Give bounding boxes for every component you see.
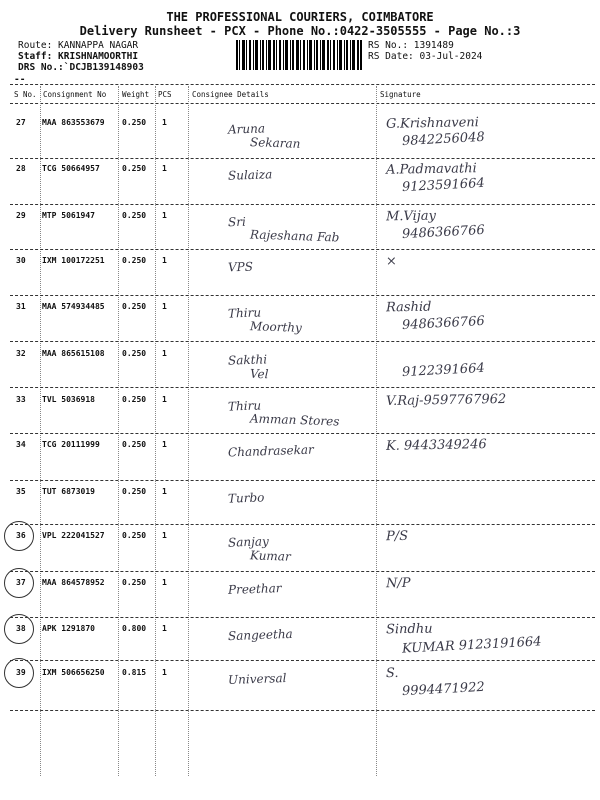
row-sno: 32: [16, 349, 26, 358]
row-signature-handwriting: ×: [385, 253, 398, 270]
row-weight: 0.250: [122, 164, 147, 173]
row-consignment-number: MAA 865615108: [42, 349, 105, 358]
row-consignee-handwriting: Aruna: [227, 121, 266, 137]
row-weight: 0.250: [122, 531, 147, 540]
row-sno: 31: [16, 302, 26, 311]
row-consignment-number: MAA 863553679: [42, 118, 105, 127]
row-divider: [10, 158, 595, 159]
row-pcs: 1: [162, 302, 167, 311]
row-weight: 0.250: [122, 440, 147, 449]
row-consignee-handwriting: Rajeshana Fab: [249, 227, 340, 245]
column-separator: [376, 86, 377, 776]
row-weight: 0.250: [122, 211, 147, 220]
row-consignment-number: TUT 6873019: [42, 487, 95, 496]
row-signature-handwriting: K. 9443349246: [385, 437, 487, 454]
row-consignee-handwriting: VPS: [227, 259, 254, 275]
row-sno: 34: [16, 440, 26, 449]
row-signature-handwriting: KUMAR 9123191664: [401, 634, 542, 657]
row-pcs: 1: [162, 395, 167, 404]
row-signature-handwriting: 9486366766: [401, 222, 486, 243]
row-consignee-handwriting: Moorthy: [249, 319, 303, 335]
row-pcs: 1: [162, 668, 167, 677]
row-signature-handwriting: Rashid: [385, 299, 432, 316]
row-consignment-number: TCG 20111999: [42, 440, 100, 449]
row-divider: [10, 249, 595, 250]
row-pcs: 1: [162, 118, 167, 127]
row-weight: 0.250: [122, 395, 147, 404]
row-consignment-number: IXM 506656250: [42, 668, 105, 677]
row-sno: 29: [16, 211, 26, 220]
row-pcs: 1: [162, 624, 167, 633]
row-sno: 39: [16, 668, 26, 677]
row-divider: [10, 433, 595, 434]
row-signature-handwriting: 9123591664: [401, 175, 486, 196]
row-pcs: 1: [162, 164, 167, 173]
row-consignment-number: MAA 864578952: [42, 578, 105, 587]
row-pcs: 1: [162, 531, 167, 540]
row-signature-handwriting: 9842256048: [401, 129, 486, 150]
row-consignment-number: MTP 5061947: [42, 211, 95, 220]
row-signature-handwriting: 9122391664: [401, 360, 486, 381]
row-consignee-handwriting: Thiru: [227, 398, 262, 414]
row-consignment-number: MAA 574934485: [42, 302, 105, 311]
row-consignee-handwriting: Turbo: [227, 490, 265, 506]
row-signature-handwriting: 9994471922: [401, 679, 486, 700]
col-header-weight: Weight: [122, 90, 150, 99]
col-header-pcs: PCS: [158, 90, 172, 99]
row-signature-handwriting: M.Vijay: [385, 208, 437, 225]
row-consignee-handwriting: Sangeetha: [227, 626, 293, 644]
row-weight: 0.800: [122, 624, 147, 633]
staff-label: Staff: KRISHNAMOORTHI: [18, 51, 139, 62]
row-pcs: 1: [162, 211, 167, 220]
row-divider: [10, 524, 595, 525]
row-weight: 0.250: [122, 349, 147, 358]
row-signature-handwriting: G.Krishnaveni: [385, 115, 479, 132]
rs-number: RS No.: 1391489: [368, 40, 454, 51]
row-signature-handwriting: 9486366766: [401, 313, 486, 334]
table-top-rule: [10, 84, 595, 85]
row-signature-handwriting: V.Raj-9597767962: [385, 391, 507, 410]
header-marks: --: [14, 74, 26, 85]
row-pcs: 1: [162, 349, 167, 358]
row-sno: 28: [16, 164, 26, 173]
row-sno: 33: [16, 395, 26, 404]
row-number-circle-mark: [4, 614, 34, 644]
row-pcs: 1: [162, 440, 167, 449]
row-divider: [10, 204, 595, 205]
row-weight: 0.250: [122, 302, 147, 311]
row-number-circle-mark: [4, 521, 34, 551]
drs-number: DRS No.:`DCJB139148903: [18, 62, 144, 73]
row-sno: 30: [16, 256, 26, 265]
row-consignee-handwriting: Amman Stores: [249, 411, 340, 429]
column-separator: [118, 86, 119, 776]
row-divider: [10, 617, 595, 618]
row-consignee-handwriting: Thiru: [227, 305, 262, 321]
row-consignee-handwriting: Sri: [227, 214, 247, 230]
row-consignee-handwriting: Kumar: [249, 548, 291, 564]
row-weight: 0.815: [122, 668, 147, 677]
row-consignee-handwriting: Sakthi: [227, 352, 268, 368]
row-consignment-number: VPL 222041527: [42, 531, 105, 540]
row-divider: [10, 341, 595, 342]
row-pcs: 1: [162, 256, 167, 265]
row-divider: [10, 710, 595, 711]
row-consignment-number: TCG 50664957: [42, 164, 100, 173]
row-divider: [10, 571, 595, 572]
row-signature-handwriting: S.: [385, 665, 399, 682]
row-signature-handwriting: Sindhu: [385, 621, 433, 638]
row-consignee-handwriting: Sekaran: [249, 135, 301, 151]
runsheet-subtitle: Delivery Runsheet - PCX - Phone No.:0422-3505555 - Page No.:3: [79, 24, 521, 38]
row-consignee-handwriting: Vel: [249, 366, 269, 382]
row-number-circle-mark: [4, 658, 34, 688]
row-consignee-handwriting: Sanjay: [227, 534, 269, 550]
row-weight: 0.250: [122, 578, 147, 587]
document-title: THE PROFESSIONAL COURIERS, COIMBATORE: [166, 10, 434, 24]
row-weight: 0.250: [122, 256, 147, 265]
row-sno: 38: [16, 624, 26, 633]
row-consignment-number: TVL 5036918: [42, 395, 95, 404]
rs-date: RS Date: 03-Jul-2024: [368, 51, 483, 62]
row-consignee-handwriting: Preethar: [227, 581, 282, 597]
row-weight: 0.250: [122, 118, 147, 127]
row-divider: [10, 480, 595, 481]
row-consignee-handwriting: Sulaiza: [227, 167, 273, 183]
row-weight: 0.250: [122, 487, 147, 496]
row-pcs: 1: [162, 578, 167, 587]
row-consignment-number: APK 1291870: [42, 624, 95, 633]
row-signature-handwriting: A.Padmavathi: [385, 161, 477, 178]
row-divider: [10, 295, 595, 296]
row-consignment-number: IXM 100172251: [42, 256, 105, 265]
col-header-consignment: Consignment No: [43, 90, 107, 99]
column-separator: [188, 86, 189, 776]
route-label: Route: KANNAPPA NAGAR: [18, 40, 139, 51]
row-signature-handwriting: P/S: [385, 528, 409, 545]
col-header-signature: Signature: [380, 90, 421, 99]
row-sno: 35: [16, 487, 26, 496]
row-consignee-handwriting: Chandrasekar: [227, 442, 315, 460]
row-divider: [10, 660, 595, 661]
col-header-sno: S No.: [14, 90, 37, 99]
row-number-circle-mark: [4, 568, 34, 598]
table-header-rule: [10, 103, 595, 104]
row-signature-handwriting: N/P: [385, 575, 411, 592]
column-separator: [40, 86, 41, 776]
col-header-consignee: Consignee Details: [192, 90, 269, 99]
row-sno: 37: [16, 578, 26, 587]
column-separator: [155, 86, 156, 776]
row-sno: 27: [16, 118, 26, 127]
row-divider: [10, 387, 595, 388]
barcode-image: [236, 40, 362, 70]
row-sno: 36: [16, 531, 26, 540]
row-consignee-handwriting: Universal: [227, 670, 287, 688]
row-pcs: 1: [162, 487, 167, 496]
